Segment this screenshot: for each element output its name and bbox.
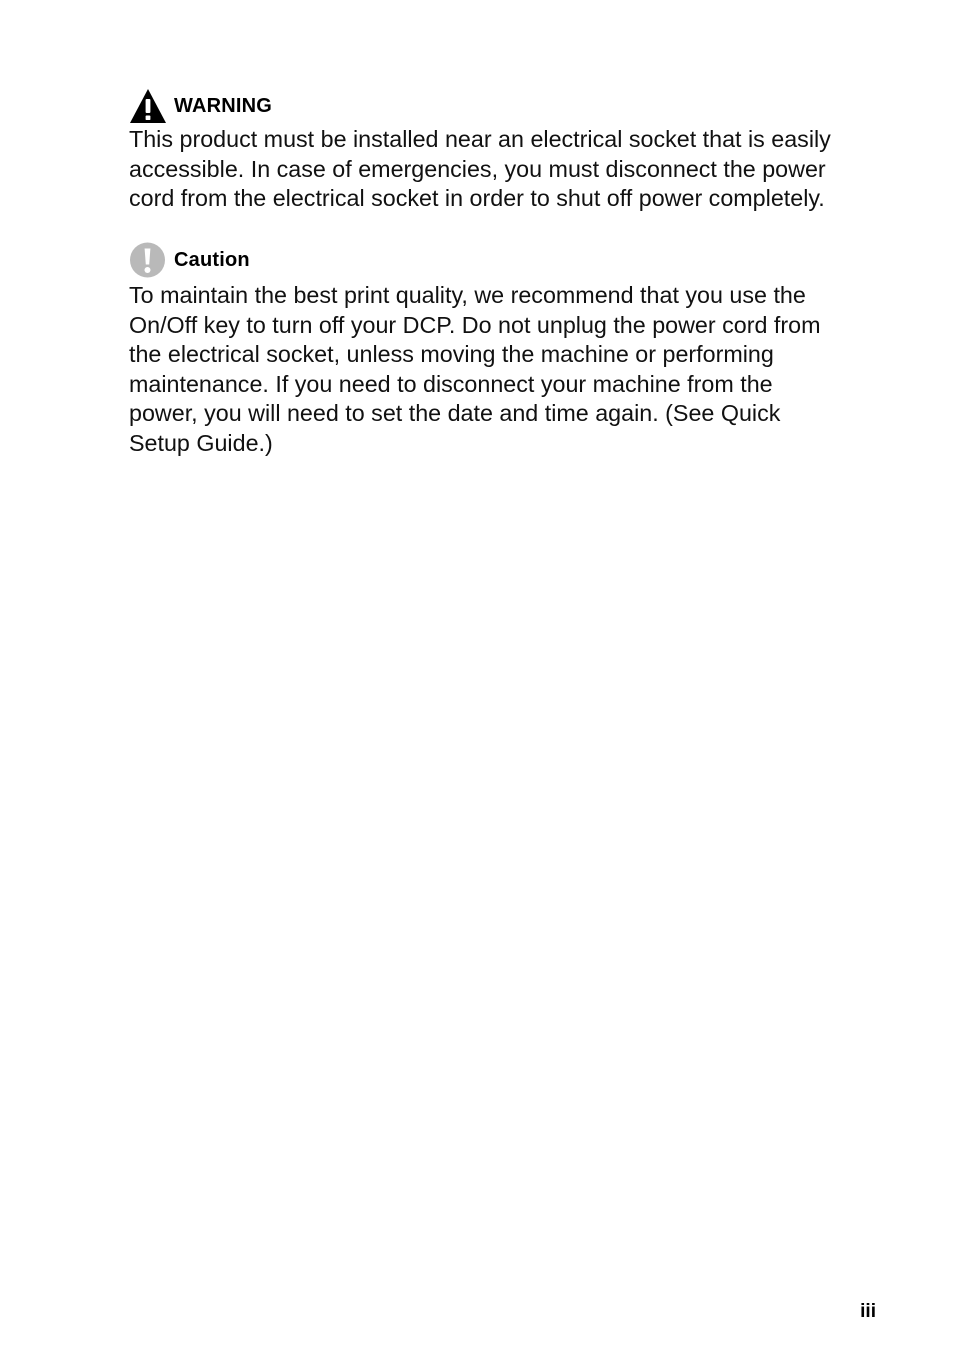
caution-notice bbox=[129, 242, 889, 459]
warning-text: This product must be installed near an electrical socket that is easily accessible. In case of emergencies, you must disconnect the power cord from the electrical socket in order to shut off power completely. bbox=[129, 126, 831, 212]
exclamation-circle-icon bbox=[129, 242, 167, 278]
caution-header bbox=[129, 242, 889, 278]
warning-header bbox=[129, 88, 889, 124]
page-number: iii bbox=[860, 1301, 876, 1322]
warning-triangle-icon bbox=[129, 88, 167, 124]
caution-text: To maintain the best print quality, we recommend that you use the On/Off key to turn off your DCP. Do not unplug the power cord from the electrical socket, unless moving the machine or performing maintenance. If you need to disconnect your machine from the power, you will need to set the date and time again. (See Quick Setup Guide.) bbox=[129, 282, 821, 456]
warning-notice bbox=[129, 88, 889, 214]
caution-title: Caution bbox=[174, 248, 250, 271]
warning-title: WARNING bbox=[174, 94, 273, 117]
